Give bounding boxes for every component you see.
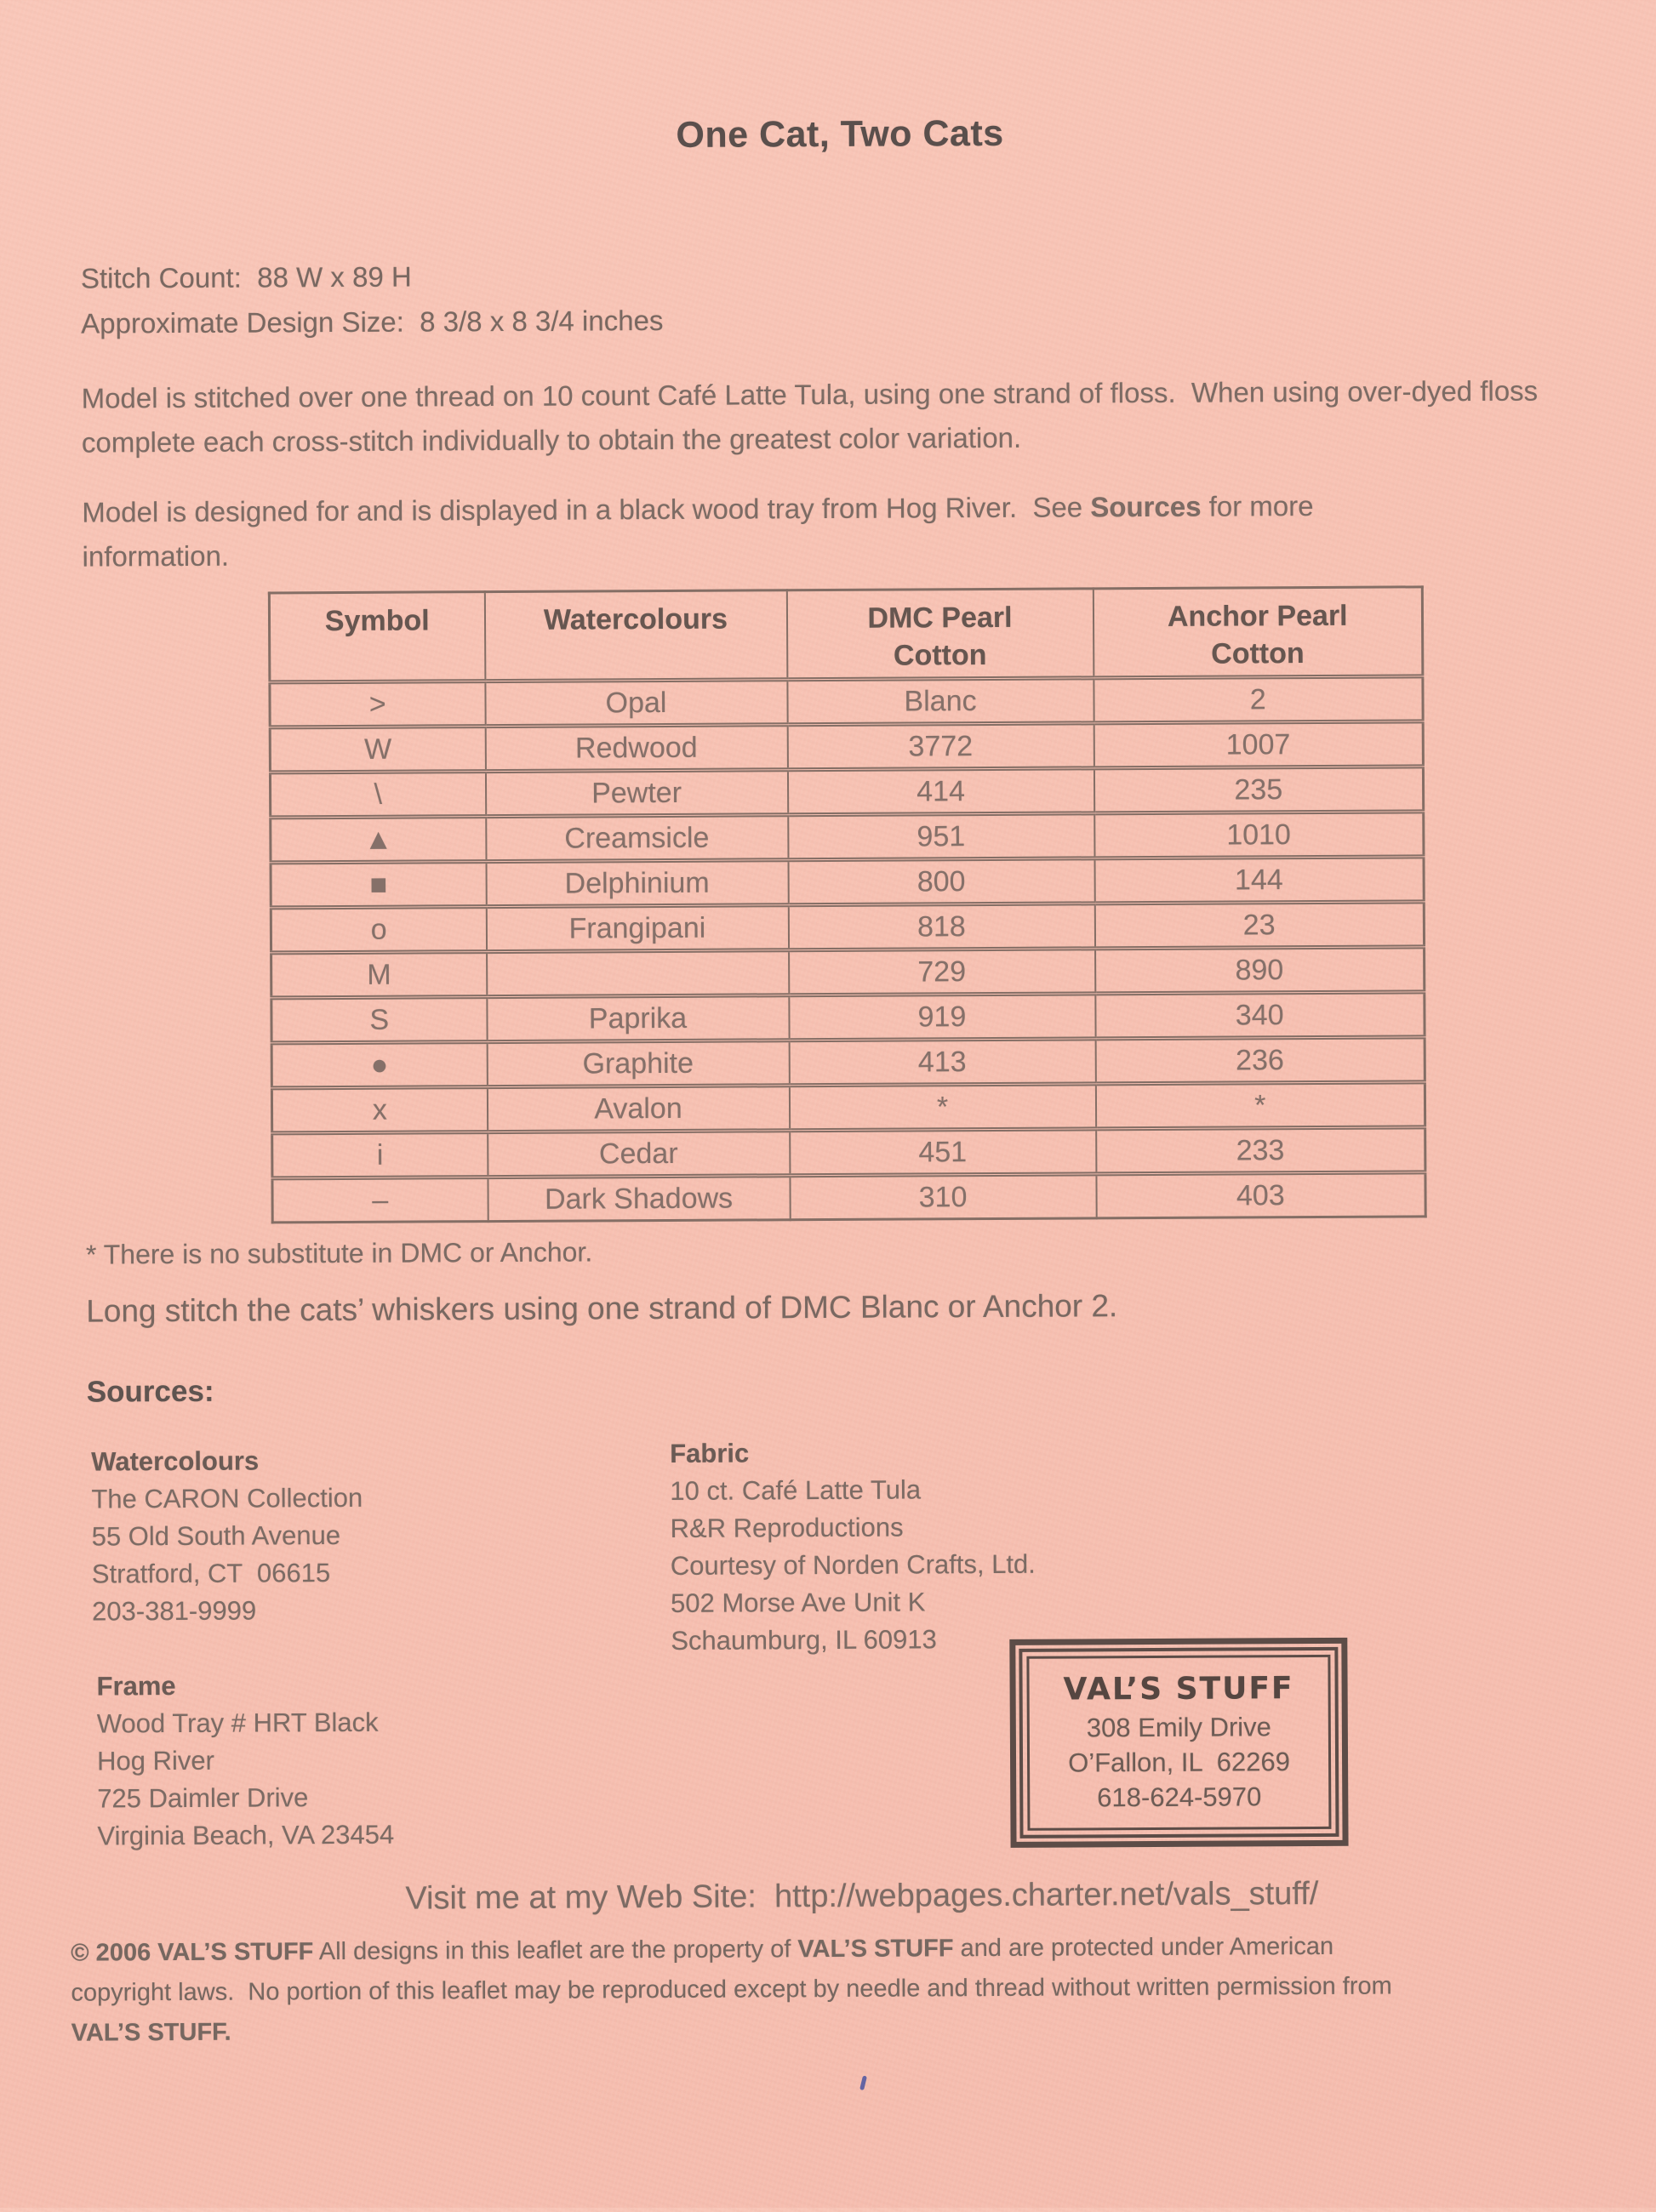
source-line: Stratford, CT 06615 (91, 1558, 331, 1589)
source-fabric-label: Fabric (670, 1438, 750, 1468)
watercolours-cell: Frangipani (486, 905, 788, 952)
source-line: Hog River (96, 1745, 214, 1776)
anchor-cell: 144 (1094, 857, 1424, 904)
table-row (271, 1037, 1425, 1088)
vendor-stamp-box (1009, 1638, 1348, 1848)
copyright-segment: and are protected under American (953, 1932, 1334, 1963)
source-line: Courtesy of Norden Crafts, Ltd. (670, 1548, 1036, 1581)
anchor-cell: 235 (1094, 767, 1423, 813)
symbol-cell: \ (270, 772, 485, 818)
dmc-cell: 310 (790, 1174, 1096, 1220)
whiskers-note: Long stitch the cats’ whiskers using one strand of DMC Blanc or Anchor 2. (86, 1288, 1118, 1329)
table-row (270, 721, 1423, 772)
watercolours-cell: Cedar (488, 1131, 790, 1177)
watercolours-cell (487, 950, 789, 997)
table-row (270, 676, 1423, 727)
floss-table-body (270, 676, 1425, 1223)
vendor-stamp-border-middle (1019, 1647, 1339, 1839)
copyright-segment: copyright laws. No portion of this leaflet may be reproduced except by needle and thread without written permission from (71, 1972, 1392, 2007)
copyright-bold-segment: © 2006 VAL’S STUFF (71, 1938, 314, 1967)
website-line: Visit me at my Web Site: http://webpages.charter.net/vals_stuff/ (405, 1875, 1319, 1917)
symbol-cell: ● (271, 1042, 487, 1088)
dmc-cell: 800 (788, 858, 1094, 905)
copyright-bold-segment: VAL’S STUFF. (71, 2018, 231, 2047)
sources-heading: Sources: (86, 1374, 214, 1409)
anchor-cell: 236 (1095, 1037, 1425, 1084)
dmc-cell: 413 (789, 1039, 1095, 1086)
watercolours-cell: Opal (485, 680, 787, 727)
watercolours-cell: Creamsicle (486, 815, 788, 862)
watercolours-cell: Graphite (487, 1040, 789, 1087)
watercolours-cell: Avalon (487, 1086, 789, 1132)
column-anchor: Anchor Pearl Cotton (1093, 587, 1423, 678)
design-size: Approximate Design Size: 8 3/8 x 8 3/4 inches (81, 305, 664, 339)
stray-ink-mark (859, 2075, 867, 2090)
symbol-cell: ▲ (271, 817, 486, 863)
source-watercolours-label: Watercolours (91, 1445, 260, 1477)
display-text-post: for more (1201, 490, 1314, 522)
dmc-cell: 818 (788, 904, 1094, 950)
column-watercolours: Watercolours (484, 590, 787, 681)
table-row (271, 947, 1425, 998)
symbol-cell: ■ (271, 862, 486, 908)
vendor-phone: 618-624-5970 (1097, 1781, 1262, 1812)
dmc-cell: * (789, 1084, 1095, 1131)
model-display-paragraph (82, 482, 1630, 579)
table-row (271, 1082, 1425, 1133)
watercolours-cell: Paprika (487, 995, 789, 1042)
display-text-line2: information. (82, 539, 230, 573)
table-row (271, 902, 1424, 953)
dmc-cell: 729 (789, 949, 1095, 995)
copyright-line (71, 2005, 1642, 2054)
header-row (269, 587, 1423, 682)
floss-table (268, 585, 1427, 1223)
dmc-cell: 951 (788, 813, 1094, 860)
watercolours-cell: Redwood (485, 725, 787, 772)
source-line: Wood Tray # HRT Black (96, 1707, 379, 1739)
dmc-cell: 414 (787, 768, 1094, 815)
anchor-cell: 890 (1095, 947, 1425, 994)
design-specs (81, 253, 664, 346)
anchor-cell: 2 (1094, 676, 1423, 723)
source-fabric (670, 1434, 1036, 1660)
vendor-name: VAL’S STUFF (1063, 1670, 1294, 1707)
vendor-address2: O’Fallon, IL 62269 (1068, 1746, 1291, 1778)
copyright-text (71, 1925, 1642, 2054)
dmc-cell: 451 (790, 1129, 1096, 1176)
source-line: 203-381-9999 (92, 1595, 257, 1627)
copyright-bold-segment: VAL’S STUFF (797, 1935, 954, 1964)
table-row (270, 767, 1423, 818)
stitch-count: Stitch Count: 88 W x 89 H (80, 260, 412, 294)
symbol-cell: W (270, 727, 485, 772)
anchor-cell: 1010 (1094, 812, 1424, 858)
table-row (271, 812, 1424, 863)
dmc-cell: 919 (789, 994, 1095, 1040)
watercolours-cell: Delphinium (486, 860, 788, 907)
column-dmc: DMC Pearl Cotton (786, 589, 1094, 680)
source-line: R&R Reproductions (670, 1512, 904, 1543)
source-line: Virginia Beach, VA 23454 (97, 1819, 395, 1851)
display-text-pre: Model is designed for and is displayed in a black wood tray from Hog River. See (82, 491, 1091, 528)
table-row (271, 992, 1425, 1043)
table-row (272, 1127, 1425, 1178)
vendor-address1: 308 Emily Drive (1086, 1711, 1271, 1742)
symbol-cell: > (270, 681, 485, 727)
symbol-cell: i (272, 1132, 488, 1178)
anchor-cell: 233 (1096, 1127, 1425, 1174)
watercolours-cell: Dark Shadows (488, 1176, 790, 1222)
symbol-cell: M (271, 952, 487, 998)
source-line: Schaumburg, IL 60913 (671, 1624, 937, 1656)
dmc-cell: Blanc (787, 678, 1094, 725)
source-line: 10 ct. Café Latte Tula (670, 1474, 922, 1506)
anchor-cell: 340 (1095, 992, 1425, 1039)
anchor-cell: * (1095, 1082, 1425, 1129)
copyright-segment: All designs in this leaflet are the property of (313, 1936, 798, 1966)
anchor-cell: 1007 (1094, 721, 1423, 768)
anchor-cell: 23 (1094, 902, 1424, 949)
model-stitching-paragraph: Model is stitched over one thread on 10 count Café Latte Tula, using one strand of floss. When using over-dyed floss complete each cross-stitch individually to obtain the greatest color variation. (81, 374, 1546, 459)
symbol-cell: S (271, 997, 487, 1043)
source-line: 725 Daimler Drive (97, 1782, 309, 1814)
column-symbol: Symbol (269, 592, 485, 682)
source-watercolours (91, 1442, 363, 1631)
table-row (272, 1172, 1425, 1223)
symbol-cell: o (271, 907, 486, 953)
table-row (271, 857, 1424, 908)
source-line: The CARON Collection (91, 1482, 363, 1514)
substitute-note: * There is no substitute in DMC or Anchor. (85, 1236, 593, 1270)
source-frame (96, 1667, 394, 1856)
symbol-cell: – (272, 1177, 488, 1223)
sources-ref-bold: Sources (1090, 490, 1202, 523)
floss-table-header (269, 587, 1423, 682)
symbol-cell: x (271, 1087, 487, 1133)
source-line: 502 Morse Ave Unit K (670, 1587, 926, 1618)
dmc-cell: 3772 (787, 723, 1094, 770)
watercolours-cell: Pewter (485, 770, 787, 817)
page-title: One Cat, Two Cats (676, 112, 1004, 156)
source-line: 55 Old South Avenue (91, 1520, 341, 1552)
vendor-stamp-border-inner (1026, 1655, 1331, 1831)
source-frame-label: Frame (96, 1671, 176, 1702)
anchor-cell: 403 (1096, 1172, 1425, 1218)
